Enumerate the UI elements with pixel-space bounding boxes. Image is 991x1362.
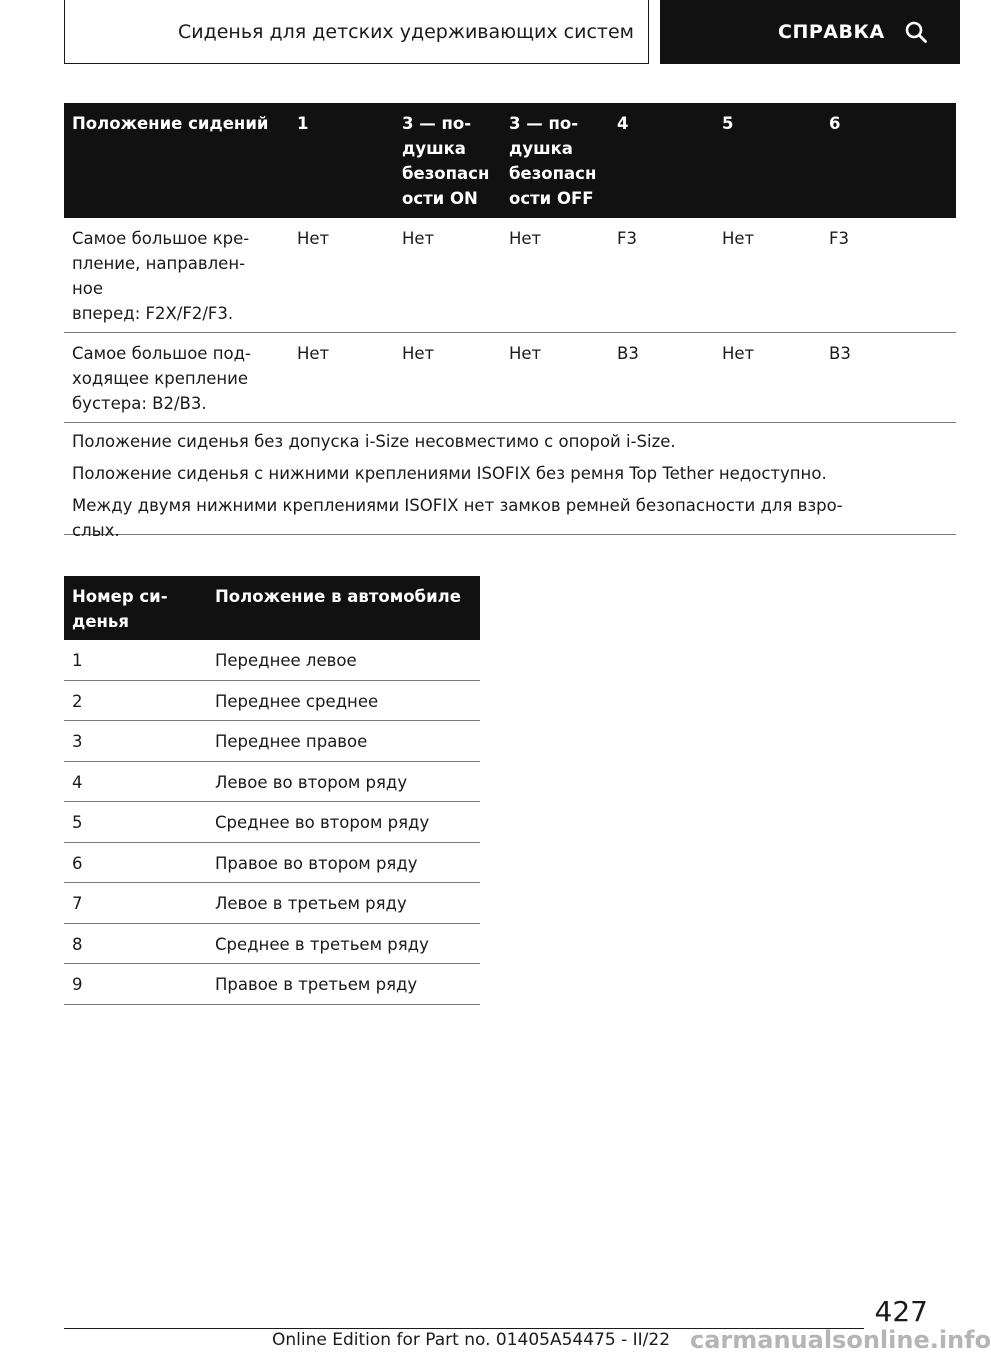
table-cell: Правое во втором ряду <box>215 853 418 873</box>
table-row <box>64 843 480 884</box>
section-title: Сиденья для детских удерживающих систем <box>177 20 634 43</box>
table-cell: Нет <box>402 344 435 363</box>
table-cell: Нет <box>509 229 542 248</box>
table-cell: 2 <box>72 691 83 711</box>
seat-number-table <box>64 576 480 1005</box>
header-cell: Номер си- денья <box>72 587 168 631</box>
table-cell: 6 <box>72 853 83 873</box>
header-cell: Положение в автомобиле <box>215 587 461 606</box>
table-cell: 4 <box>72 772 83 792</box>
table-cell: 8 <box>72 934 83 954</box>
table-cell: Нет <box>509 344 542 363</box>
table-cell: Нет <box>402 229 435 248</box>
table-cell: 7 <box>72 894 83 913</box>
table-cell: Нет <box>297 344 330 363</box>
page-number: 427 <box>874 1295 928 1328</box>
table-header <box>64 103 956 218</box>
table-cell: 1 <box>72 651 83 670</box>
help-label: СПРАВКА <box>778 21 885 43</box>
table-notes <box>64 423 956 540</box>
table-cell: Нет <box>722 229 755 248</box>
header-cell: 3 — по- душка безопасн ости ON <box>402 114 490 208</box>
table-cell: Нет <box>722 344 755 363</box>
search-icon[interactable] <box>905 21 927 43</box>
table-cell: B3 <box>617 344 639 363</box>
table-cell: Нет <box>297 229 330 248</box>
table-row <box>64 924 480 965</box>
help-tab[interactable] <box>660 0 960 64</box>
table-cell: Самое большое под- ходящее крепление бустера: B2/B3. <box>72 344 251 413</box>
note-text: Между двумя нижними креплениями ISOFIX нет замков ремней безопасности для взро- слых. <box>72 496 843 540</box>
table-row <box>64 681 480 722</box>
table-cell: Правое в третьем ряду <box>215 975 418 994</box>
table-cell: Переднее правое <box>215 732 368 751</box>
table-row <box>64 883 480 924</box>
table-cell: B3 <box>829 344 851 363</box>
table-row <box>64 762 480 803</box>
table-cell: Левое в третьем ряду <box>215 894 407 913</box>
table-cell: 9 <box>72 975 83 994</box>
edition-text: Online Edition for Part no. 01405A54475 - II/22 <box>272 1330 671 1350</box>
table-cell: Среднее в третьем ряду <box>215 934 429 954</box>
table-cell: 3 <box>72 732 83 751</box>
table-row <box>64 218 956 333</box>
table-row <box>64 721 480 762</box>
header-cell: 5 <box>722 114 734 133</box>
table-row <box>64 964 480 1005</box>
seat-compatibility-table <box>64 103 956 540</box>
header-cell: 1 <box>297 114 309 133</box>
header-cell: Положение сидений <box>72 114 269 133</box>
table-cell: Самое большое кре- пление, направлен- ное вперед: F2X/F2/F3. <box>72 229 250 323</box>
table-header <box>64 576 480 640</box>
note-text: Положение сиденья с нижними креплениями ISOFIX без ремня Top Tether недоступно. <box>72 464 827 483</box>
table-row <box>64 333 956 423</box>
table-cell: F3 <box>829 229 849 248</box>
header-cell: 3 — по- душка безопасн ости OFF <box>509 114 597 208</box>
table-cell: Среднее во втором ряду <box>215 813 430 832</box>
table-cell: Переднее среднее <box>215 691 379 711</box>
header-cell: 4 <box>617 114 629 133</box>
watermark: carmanualsonline.info <box>690 1326 991 1354</box>
table-cell: 5 <box>72 813 83 832</box>
table-cell: Левое во втором ряду <box>215 772 408 792</box>
header-cell: 6 <box>829 114 841 133</box>
table-cell: Переднее левое <box>215 651 357 670</box>
table-row <box>64 640 480 681</box>
table-row <box>64 802 480 843</box>
section-title-box <box>64 0 649 64</box>
note-text: Положение сиденья без допуска i-Size несовместимо с опорой i-Size. <box>72 432 676 451</box>
table-cell: F3 <box>617 229 637 248</box>
